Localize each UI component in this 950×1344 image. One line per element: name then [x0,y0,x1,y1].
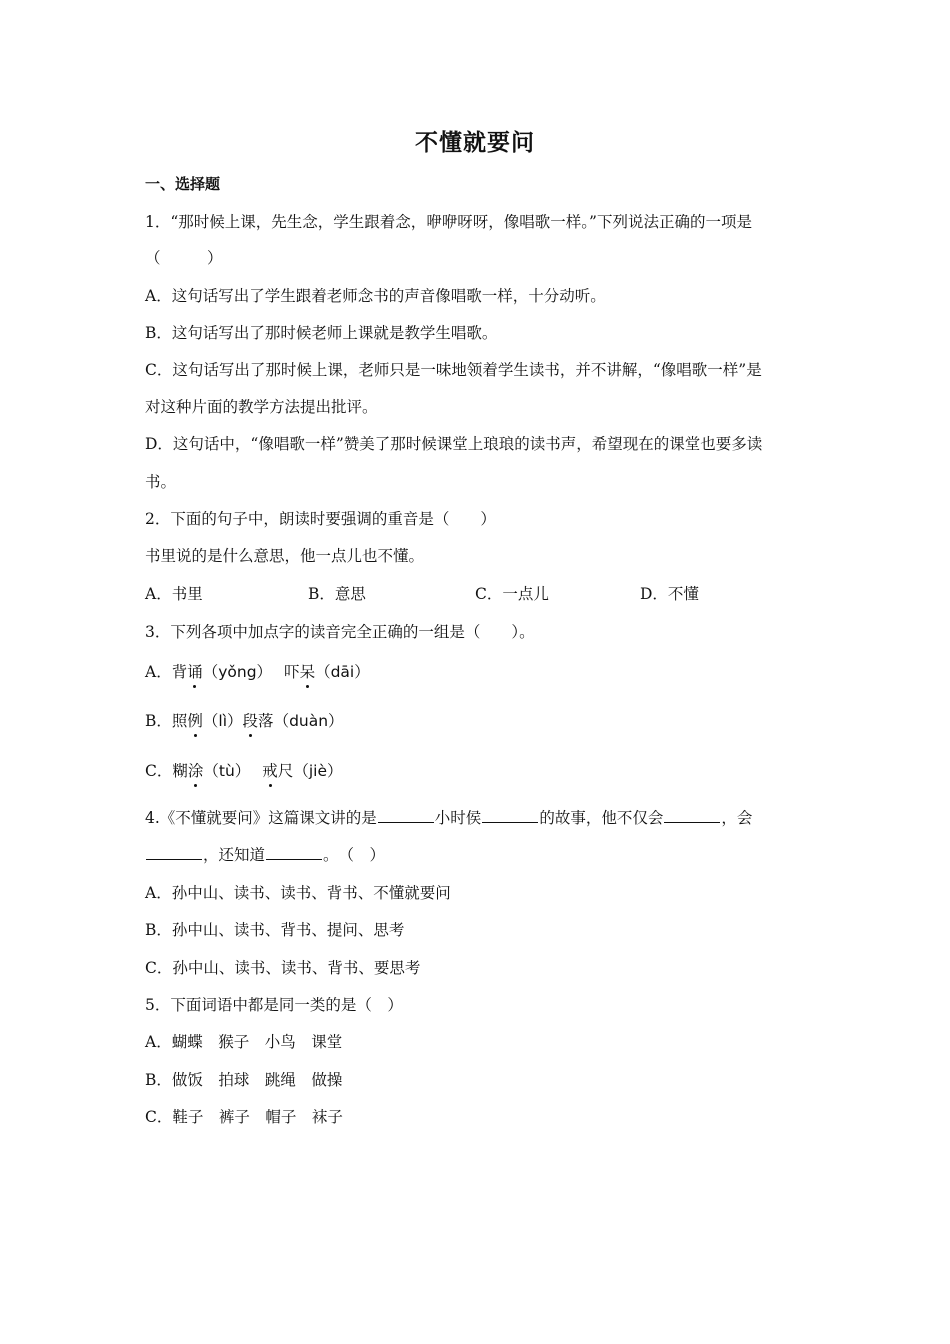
dotted-char: 例 [187,712,203,730]
q1-option-c-line2: 对这种片面的教学方法提出批评。 [145,398,378,416]
q1-option-d-line1: D．这句话中，“像唱歌一样”赞美了那时候课堂上琅琅的读书声，希望现在的课堂也要多读 [145,435,763,453]
q2-sentence: 书里说的是什么意思，他一点儿也不懂。 [145,547,425,565]
fill-blank[interactable] [378,808,434,823]
q1-option-b: B．这句话写出了那时候老师上课就是教学生唱歌。 [145,324,498,342]
q4-option-a: A．孙中山、读书、读书、背书、不懂就要问 [145,884,451,902]
q2-option-c: C．一点儿 [475,585,549,603]
fill-blank[interactable] [146,845,202,860]
pinyin: （duàn） [273,712,344,730]
q5-option-c: C．鞋子 裤子 帽子 袜子 [145,1108,343,1126]
q3-stem: 3．下列各项中加点字的读音完全正确的一组是（ ）。 [145,623,535,641]
pinyin: （jiè） [293,762,343,780]
dotted-char: 涂 [187,762,204,780]
section-heading: 一、选择题 [145,175,221,193]
fill-blank[interactable] [266,845,322,860]
q3-option-c: C．糊涂（tù） 戒尺（jiè） [145,762,343,780]
q4-option-c: C．孙中山、读书、读书、背书、要思考 [145,959,421,977]
dotted-char: 呆 [299,663,316,681]
q3-option-a: A．背诵（yǒng） 吓呆（dāi） [145,663,370,681]
q4-stem-line2: ，还知道 。 （ ） [145,845,385,865]
pinyin: （tù） [203,762,251,780]
q2-option-d: D．不懂 [640,585,699,603]
q2-option-a: A．书里 [145,585,203,603]
q5-stem: 5．下面词语中都是同一类的是（ ） [145,996,403,1014]
dotted-char: 段 [242,712,259,730]
q1-option-a: A．这句话写出了学生跟着老师念书的声音像唱歌一样，十分动听。 [145,287,606,305]
q1-option-c-line1: C．这句话写出了那时候上课，老师只是一味地领着学生读书，并不讲解，“像唱歌一样”是 [145,361,762,379]
q3-option-b: B．照例（lì）段落（duàn） [145,712,344,730]
fill-blank[interactable] [482,808,538,823]
fill-blank[interactable] [664,808,720,823]
dotted-char: 诵 [187,663,203,681]
q1-option-d-line2: 书。 [145,473,177,491]
pinyin: （lì） [202,712,243,730]
q1-stem-line2: （ ） [145,249,223,267]
q2-stem: 2．下面的句子中，朗读时要强调的重音是（ ） [145,510,496,528]
q4-option-b: B．孙中山、读书、背书、提问、思考 [145,921,405,939]
q5-option-b: B．做饭 拍球 跳绳 做操 [145,1071,343,1089]
pinyin: （yǒng） [202,663,273,681]
pinyin: （dāi） [315,663,370,681]
dotted-char: 戒 [262,762,278,780]
q4-stem-line1: 4.《不懂就要问》这篇课文讲的是 小时侯 的故事，他不仅会 ，会 [145,809,753,827]
q5-option-a: A．蝴蝶 猴子 小鸟 课堂 [145,1033,343,1051]
q1-stem-line1: 1．“那时候上课，先生念，学生跟着念，咿咿呀呀，像唱歌一样。”下列说法正确的一项是 [145,213,752,231]
page-title: 不懂就要问 [415,130,535,156]
q2-option-b: B．意思 [308,585,366,603]
